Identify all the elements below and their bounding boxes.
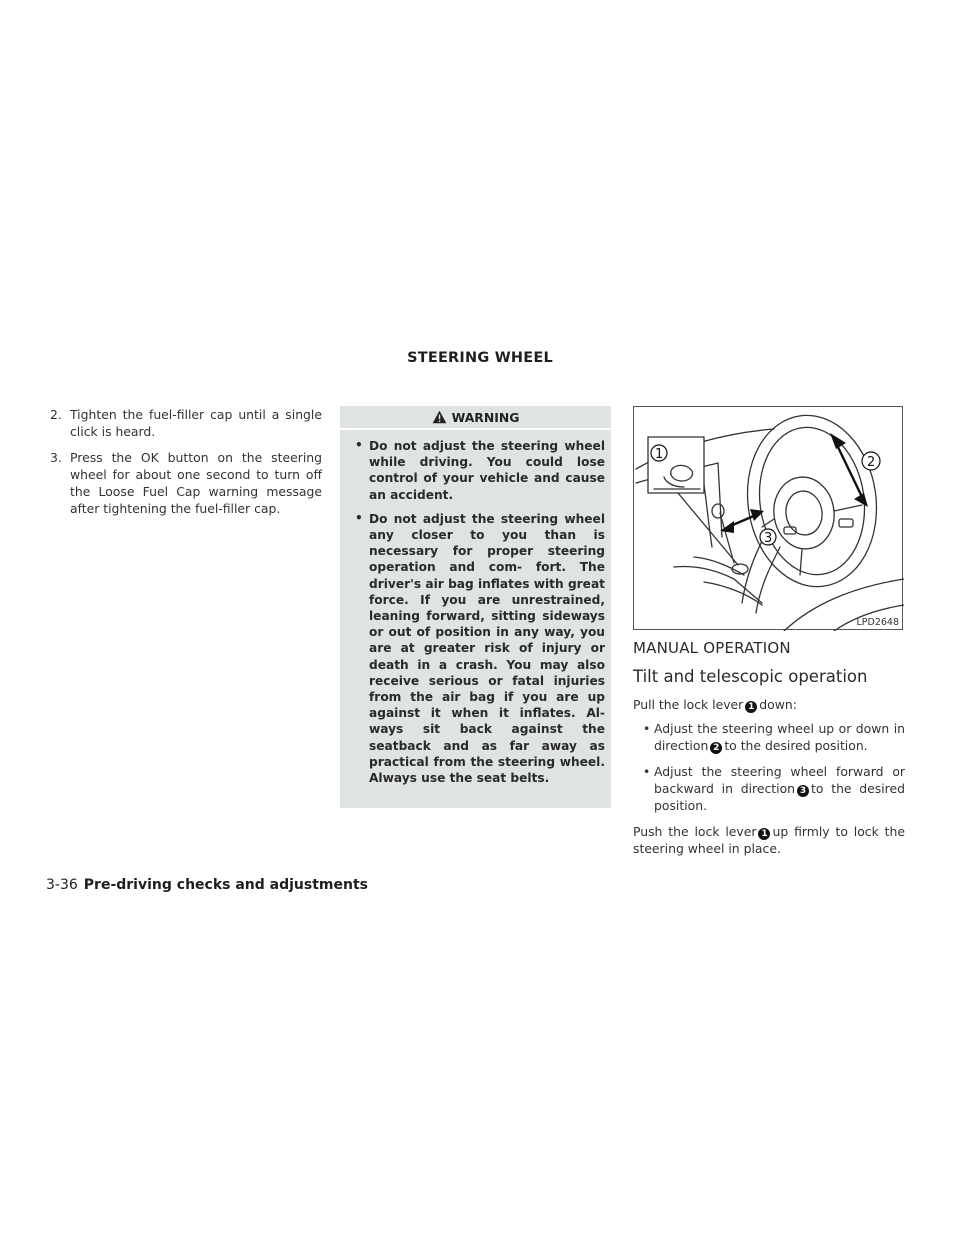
- warning-box: [340, 406, 611, 808]
- warning-triangle-icon: [432, 410, 447, 424]
- manual-operation-heading: MANUAL OPERATION: [633, 639, 791, 657]
- pull-lever-paragraph: Pull the lock lever 1 down:: [633, 697, 797, 712]
- warning-header: [340, 406, 611, 430]
- list-item: • Do not adjust the steering wheel any closer to you than is necessary for proper steering operation and com- fort. The driver's air bag inflates with great force. If you are unrestrained, leaning forward, sitting sideways or out of position in any way, you are at greater risk of injury or death in a crash. You may also receive serious or fatal injuries from the air bag if you are up against it when it inflates. Al- ways sit back against the seatback and as far away as practical from the steering wheel. Always use the seat belts.: [355, 510, 605, 786]
- page-number: 3-36: [46, 877, 78, 893]
- callout-2: 2: [867, 455, 876, 470]
- tilt-telescopic-heading: Tilt and telescopic operation: [633, 667, 868, 686]
- steering-wheel-illustration: [633, 406, 903, 630]
- warning-list: [340, 430, 611, 786]
- callout-3: 3: [764, 531, 773, 546]
- list-item: • Adjust the steering wheel up or down in direction 2 to the desired position.: [643, 721, 905, 753]
- right-column: [633, 406, 905, 857]
- callout-1: 1: [655, 447, 664, 462]
- push-lever-paragraph: Push the lock lever 1 up firmly to lock the steering wheel in place.: [633, 824, 905, 856]
- left-column: [48, 406, 322, 526]
- section-heading: STEERING WHEEL: [407, 350, 553, 366]
- list-item: 2. Tighten the fuel-filler cap until a single click is heard.: [50, 407, 322, 439]
- list-item: • Do not adjust the steering wheel while driving. You could lose control of your vehicle and cause an accident.: [355, 438, 605, 502]
- steering-wheel-drawing: [634, 407, 904, 631]
- middle-column: [340, 406, 611, 808]
- warning-title: WARNING: [451, 409, 520, 425]
- chapter-title: Pre-driving checks and adjustments: [83, 877, 368, 893]
- number-3-badge: 3: [797, 785, 809, 797]
- list-item: 3. Press the OK button on the steering wheel for about one second to turn off the Loose Fuel Cap warning message after tightening the fuel-filler cap.: [50, 450, 322, 516]
- figure-code: LPD2648: [856, 617, 899, 628]
- list-item: • Adjust the steering wheel forward or backward in direction 3 to the desired position.: [643, 764, 905, 813]
- page-footer: [46, 877, 368, 893]
- number-1-badge: 1: [745, 701, 757, 713]
- number-1-badge: 1: [758, 828, 770, 840]
- steps-list: [48, 406, 322, 517]
- number-2-badge: 2: [710, 742, 722, 754]
- adjustment-list: [633, 720, 905, 814]
